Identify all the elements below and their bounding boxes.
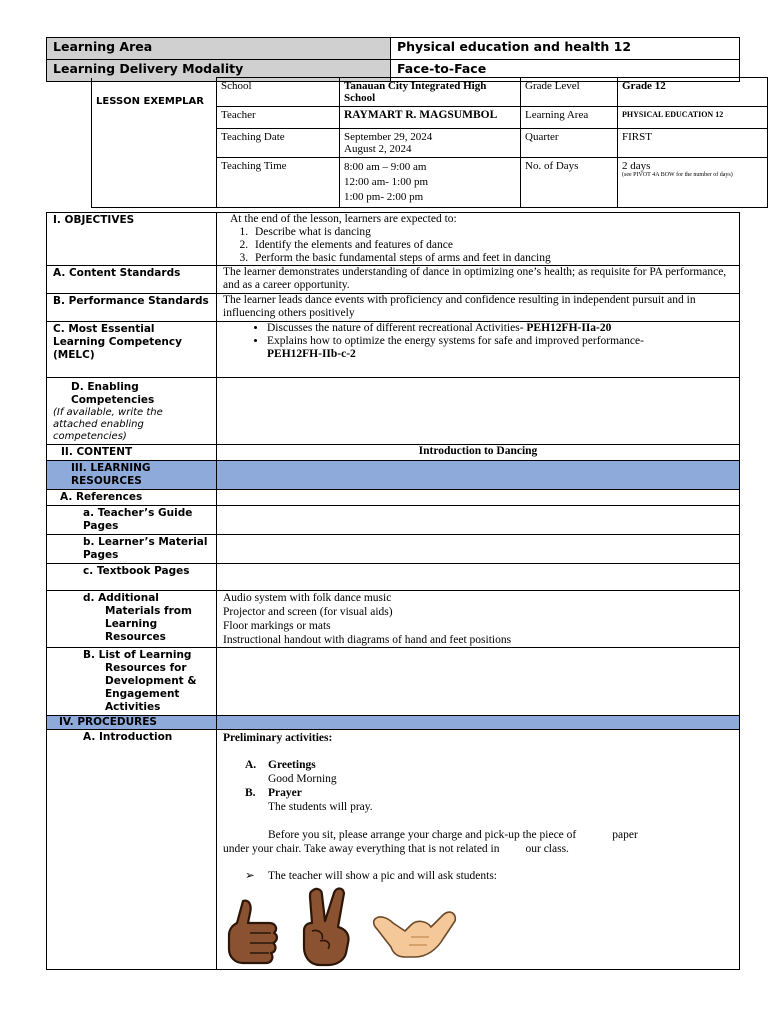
melc-cell	[217, 322, 740, 378]
thumbs-up-icon	[223, 897, 281, 967]
school-value: Tanauan City Integrated High School	[340, 78, 521, 107]
references-value	[217, 490, 740, 506]
objectives-label: I. OBJECTIVES	[47, 213, 217, 266]
material-item: Floor markings or mats	[223, 620, 331, 632]
content-standards-value: The learner demonstrates understanding of dance in optimizing one’s health; as requisite for PA performance, and as a career opportunity.	[217, 266, 740, 294]
arrow-item-text: The teacher will show a pic and will ask students:	[268, 870, 497, 882]
list-resources-label: B. List of Learning Resources for Development & Engagement Activities	[83, 649, 197, 713]
enabling-value	[217, 378, 740, 445]
learning-area-label-2: Learning Area	[521, 107, 618, 129]
content-standards-label: A. Content Standards	[47, 266, 217, 294]
teaching-date-label: Teaching Date	[217, 129, 340, 158]
teaching-date-1: September 29, 2024	[344, 131, 433, 143]
teaching-date-2: August 2, 2024	[344, 143, 412, 155]
greetings-letter: A.	[245, 759, 257, 771]
grade-level-value: Grade 12	[618, 78, 768, 107]
textbook-value	[217, 564, 740, 591]
teaching-time-1: 8:00 am – 9:00 am	[344, 161, 427, 173]
greetings-heading: Greetings	[268, 759, 316, 771]
introduction-cell	[217, 730, 740, 970]
melc-item-1-text: Discusses the nature of different recreational Activities-	[267, 322, 527, 334]
prayer-row	[223, 786, 733, 800]
good-morning: Good Morning	[268, 773, 337, 785]
enabling-note: (If available, write the attached enabling competencies)	[53, 407, 163, 442]
teachers-guide-label: a. Teacher’s Guide Pages	[47, 506, 217, 535]
content-label: II. CONTENT	[47, 445, 217, 461]
objective-item: 1. Describe what is dancing	[251, 226, 733, 239]
lesson-exemplar-title: LESSON EXEMPLAR	[92, 78, 217, 208]
melc-list	[223, 322, 733, 361]
procedures-label: IV. PROCEDURES	[47, 716, 217, 730]
melc-item-1	[267, 322, 733, 335]
material-item: Audio system with folk dance music	[223, 592, 392, 604]
objective-item: 2. Identify the elements and features of dance	[251, 239, 733, 252]
modality-label: Learning Delivery Modality	[47, 60, 391, 82]
preliminary-heading: Preliminary activities:	[223, 732, 333, 744]
teacher-label: Teacher	[217, 107, 340, 129]
learning-area-value: Physical education and health 12	[391, 38, 740, 60]
teaching-time-2: 12:00 am- 1:00 pm	[344, 176, 429, 188]
prayer-letter: B.	[245, 787, 256, 799]
modality-value: Face-to-Face	[391, 60, 740, 82]
introduction-label: A. Introduction	[47, 730, 217, 970]
material-item: Instructional handout with diagrams of hand and feet positions	[223, 634, 512, 646]
learning-resources-label: III. LEARNING RESOURCES	[47, 461, 217, 490]
hand-gestures	[223, 891, 733, 969]
teacher-value: RAYMART R. MAGSUMBOL	[340, 107, 521, 129]
learning-area-value-2: PHYSICAL EDUCATION 12	[618, 107, 768, 129]
melc-item-2-code: PEH12FH-IIb-c-2	[267, 348, 356, 360]
students-pray: The students will pray.	[268, 801, 373, 813]
references-label: A. References	[47, 490, 217, 506]
greetings-row	[223, 758, 733, 772]
teachers-guide-value	[217, 506, 740, 535]
no-days-number: 2 days	[622, 160, 651, 172]
before-sit-text-4: our class.	[525, 843, 569, 855]
melc-item-2-text: Explains how to optimize the energy systems for safe and improved performance-	[267, 335, 644, 347]
before-sit-line-2	[223, 842, 733, 856]
main-table	[46, 212, 740, 970]
header-table	[46, 37, 740, 82]
before-sit-line-1	[223, 828, 733, 842]
performance-standards-label: B. Performance Standards	[47, 294, 217, 322]
objectives-cell	[217, 213, 740, 266]
info-table	[91, 77, 768, 208]
no-days-value	[618, 158, 768, 208]
additional-materials-cell	[217, 591, 740, 648]
shaka-hand-icon	[371, 901, 463, 963]
teaching-time-3: 1:00 pm- 2:00 pm	[344, 191, 424, 203]
school-label: School	[217, 78, 340, 107]
no-days-label: No. of Days	[521, 158, 618, 208]
grade-level-label: Grade Level	[521, 78, 618, 107]
prayer-heading: Prayer	[268, 787, 302, 799]
learning-resources-band	[217, 461, 740, 490]
enabling-label-cell	[47, 378, 217, 445]
objectives-intro: At the end of the lesson, learners are expected to:	[230, 213, 457, 225]
no-days-note: (see PIVOT 4A BOW for the number of days)	[622, 172, 733, 178]
before-sit-text-2: paper	[612, 829, 638, 841]
textbook-label: c. Textbook Pages	[47, 564, 217, 591]
teaching-date-value	[340, 129, 521, 158]
list-resources-label-cell	[47, 648, 217, 716]
content-value: Introduction to Dancing	[217, 445, 740, 461]
enabling-label: D. Enabling Competencies	[71, 381, 155, 406]
quarter-label: Quarter	[521, 129, 618, 158]
quarter-value: FIRST	[618, 129, 768, 158]
arrow-item	[223, 869, 733, 883]
learners-material-label: b. Learner’s Material Pages	[47, 535, 217, 564]
performance-standards-value: The learner leads dance events with proficiency and confidence resulting in independent pursuit and in influencing others positively	[217, 294, 740, 322]
material-item: Projector and screen (for visual aids)	[223, 606, 393, 618]
teaching-time-label: Teaching Time	[217, 158, 340, 208]
procedures-band	[217, 716, 740, 730]
before-sit-text-1: Before you sit, please arrange your charge and pick-up the piece of	[268, 829, 577, 841]
learners-material-value	[217, 535, 740, 564]
melc-item-2	[267, 335, 733, 361]
melc-item-1-code: PEH12FH-IIa-20	[526, 322, 612, 334]
learning-area-label: Learning Area	[47, 38, 391, 60]
teaching-time-value	[340, 158, 521, 208]
list-resources-value	[217, 648, 740, 716]
objective-item: 3. Perform the basic fundamental steps of arms and feet in dancing	[251, 252, 733, 265]
before-sit-text-3: under your chair. Take away everything that is not related in	[223, 843, 500, 855]
arrow-bullet-icon: ➢	[245, 870, 255, 882]
peace-sign-icon	[298, 883, 360, 967]
additional-materials-label: d. Additional Materials from Learning Resources	[83, 592, 192, 643]
melc-label: C. Most Essential Learning Competency (MELC)	[47, 322, 217, 378]
additional-materials-label-cell	[47, 591, 217, 648]
objectives-list	[223, 226, 733, 265]
